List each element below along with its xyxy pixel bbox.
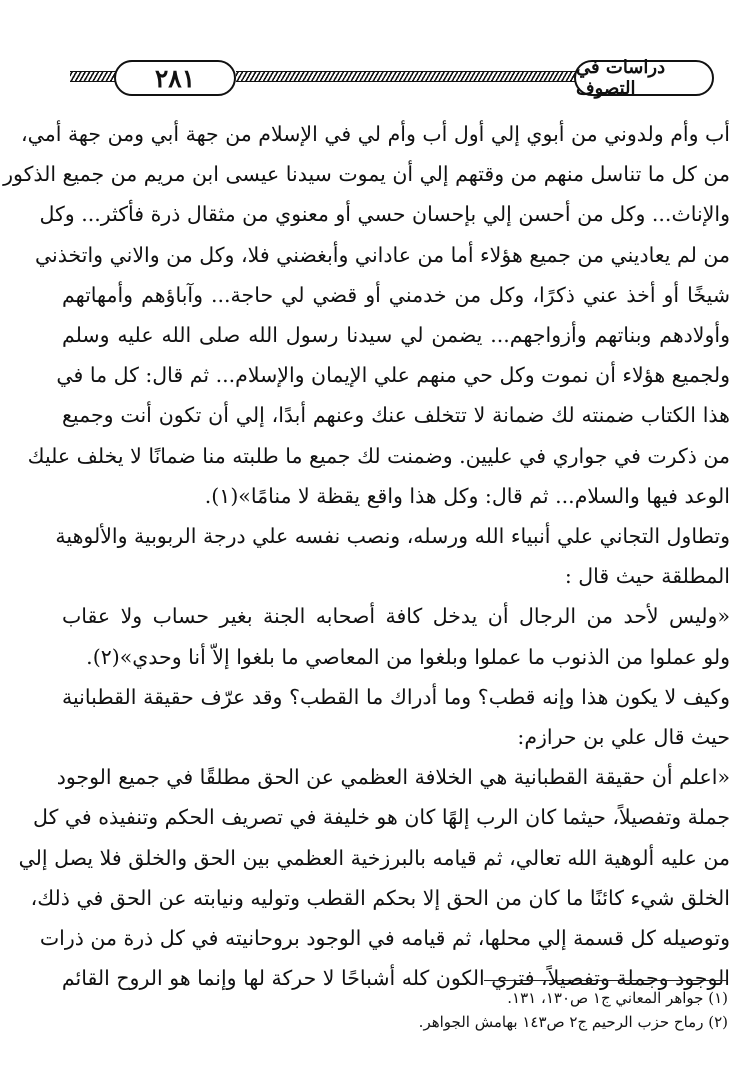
- text-line: وأولادهم وبناتهم وأزواجهم... يضمن لي سيدنا رسول الله صلى الله عليه وسلم: [62, 323, 730, 348]
- page-number: ٢٨١: [114, 60, 236, 96]
- page-header: [66, 58, 712, 102]
- text-line: من عليه ألوهية الله تعالي، ثم قيامه بالبرزخية العظمي بين الحق والخلق فلا يصل إلي: [18, 845, 730, 870]
- footnote-2: (٢) رماح حزب الرحيم ج٢ ص١٤٣ بهامش الجواهر.: [418, 1013, 728, 1031]
- text-line: «وليس لأحد من الرجال أن يدخل كافة أصحابه الجنة بغير حساب ولا عقاب: [62, 604, 730, 629]
- text-line: حيث قال علي بن حرازم:: [517, 725, 730, 750]
- text-line: جملة وتفصيلاً، حيثما كان الرب إلهًا كان هو خليفة في تصريف الحكم وتنفيذه في كل: [33, 805, 730, 830]
- footnote-divider: [484, 980, 728, 981]
- text-line: من كل ما تناسل منهم من وقتهم إلي أن يموت سيدنا عيسى ابن مريم من جميع الذكور: [3, 162, 730, 187]
- header-ornament-middle: [236, 71, 576, 82]
- text-line: الوعد فيها والسلام... ثم قال: وكل هذا واقع يقظة لا منامًا»(١).: [204, 483, 730, 508]
- footnote-1: (١) جواهر المعاني ج١ ص١٣٠، ١٣١.: [507, 989, 728, 1007]
- text-line: أب وأم ولدوني من أبوي إلي أول أب وأم لي في الإسلام من جهة أبي ومن جهة أمي،: [21, 122, 730, 146]
- text-line: المطلقة حيث قال :: [564, 564, 730, 589]
- text-line: من ذكرت في جواري في عليين. وضمنت لك جميع ما طلبته منا ضمانًا لا يخلف عليك: [27, 443, 730, 468]
- main-text: [3, 114, 730, 998]
- text-line: الوجود وجملة وتفصيلاً، فتري الكون كله أشباحًا لا حركة لها وإنما هو الروح القائم: [61, 966, 730, 991]
- text-line: وتطاول التجاني علي أنبياء الله ورسله، ونصب نفسه علي درجة الربوبية والألوهية: [55, 524, 730, 549]
- text-line: وتوصيله كل قسمة إلي محلها، ثم قيامه في الوجود بروحانيته في كل ذرة من ذرات: [39, 926, 730, 951]
- text-line: الخلق شيء كائنًا ما كان من الحق إلا بحكم القطب وتوليه ونيابته عن الحق في ذلك،: [30, 885, 730, 910]
- text-line: شيخًا أو أخذ عني ذكرًا، وكل من خدمني أو قضي لي حاجة... وآباؤهم وأمهاتهم: [62, 282, 730, 307]
- text-line: والإناث... وكل من أحسن إلي بإحسان حسي أو معنوي من مثقال ذرة فأكثر... وكل: [39, 202, 730, 227]
- footnotes: [300, 986, 728, 1034]
- text-line: ولجميع هؤلاء أن نموت وكل حي منهم علي الإيمان والإسلام... ثم قال: كل ما في: [56, 363, 730, 388]
- text-line: من لم يعاديني من جميع هؤلاء أما من عاداني وأبغضني فلا، وكل من والاني واتخذني: [34, 242, 730, 267]
- text-line: هذا الكتاب ضمنته لك ضمانة لا تتخلف عنك وعنهم أبدًا، إلي أن تكون أنت وجميع: [62, 403, 730, 428]
- text-line: «اعلم أن حقيقة القطبانية هي الخلافة العظمي عن الحق مطلقًا في جميع الوجود: [56, 765, 730, 790]
- text-line: ولو عملوا من الذنوب ما عملوا وبلغوا من المعاصي ما بلغوا إلاّ أنا وحدي»(٢).: [86, 644, 730, 669]
- text-line: وكيف لا يكون هذا وإنه قطب؟ وما أدراك ما القطب؟ وقد عرّف حقيقة القطبانية: [62, 684, 730, 709]
- running-title: دراسات في التصوف: [574, 60, 714, 96]
- header-ornament-left: [70, 71, 116, 82]
